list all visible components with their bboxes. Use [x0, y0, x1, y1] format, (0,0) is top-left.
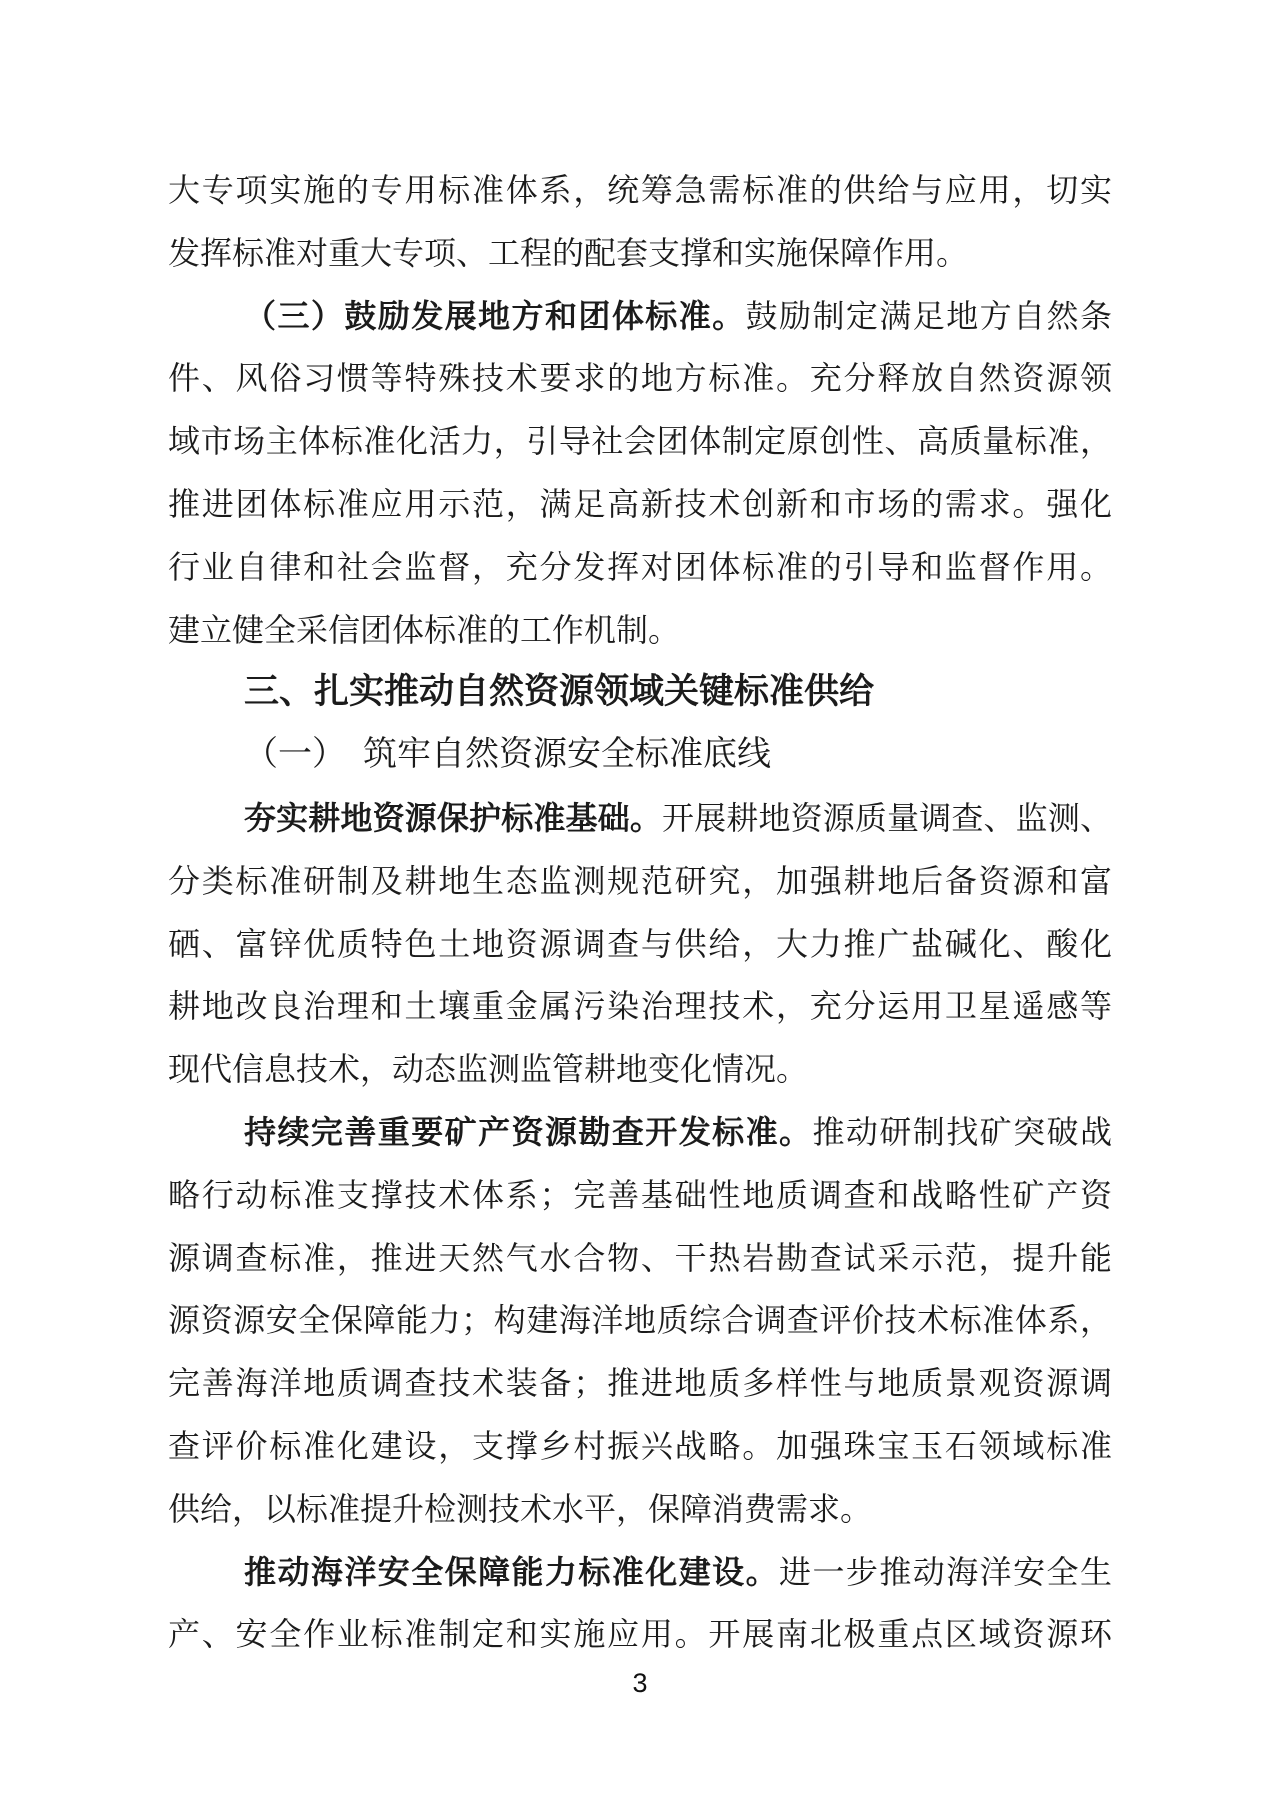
run-in-bold-heading: 推动海洋安全保障能力标准化建设。 [244, 1553, 780, 1590]
section-heading-level2 [168, 724, 1112, 787]
line-text: 分类标准研制及耕地生态监测规范研究，加强耕地后备资源和富 [168, 862, 1112, 899]
text-line [168, 913, 1112, 976]
text-line [168, 1227, 1112, 1290]
line-text: 查评价标准化建设，支撑乡村振兴战略。加强珠宝玉石领域标准 [168, 1427, 1112, 1464]
line-text: 产、安全作业标准制定和实施应用。开展南北极重点区域资源环 [168, 1616, 1112, 1653]
text-line [168, 1478, 1112, 1541]
line-text: 推动研制找矿突破战 [812, 1113, 1112, 1150]
text-line [168, 1603, 1112, 1666]
text-line [168, 1101, 1112, 1164]
document-body [168, 159, 1112, 1666]
text-line [168, 473, 1112, 536]
line-text: 发挥标准对重大专项、工程的配套支撑和实施保障作用。 [168, 234, 969, 271]
run-in-bold-heading: 夯实耕地资源保护标准基础。 [244, 799, 662, 836]
text-line [168, 1541, 1112, 1604]
line-text: 件、风俗习惯等特殊技术要求的地方标准。充分释放自然资源领 [168, 360, 1112, 397]
line-text: 现代信息技术，动态监测监管耕地变化情况。 [168, 1051, 809, 1088]
page-number: 3 [632, 1668, 648, 1698]
line-text: 略行动标准支撑技术体系；完善基础性地质调查和战略性矿产资 [168, 1176, 1112, 1213]
line-text: 源调查标准，推进天然气水合物、干热岩勘查试采示范，提升能 [168, 1239, 1112, 1276]
line-text: 耕地改良治理和土壤重金属污染治理技术，充分运用卫星遥感等 [168, 988, 1112, 1025]
text-line [168, 599, 1112, 662]
text-line [168, 1415, 1112, 1478]
line-text: 鼓励制定满足地方自然条 [745, 297, 1112, 334]
text-line [168, 222, 1112, 285]
text-line [168, 410, 1112, 473]
line-text: 完善海洋地质调查技术装备；推进地质多样性与地质景观资源调 [168, 1365, 1112, 1402]
text-line [168, 285, 1112, 348]
run-in-bold-heading: （三）鼓励发展地方和团体标准。 [244, 297, 746, 334]
heading-text: 三、扎实推动自然资源领域关键标准供给 [244, 672, 875, 712]
text-line [168, 1352, 1112, 1415]
line-text: 建立健全采信团体标准的工作机制。 [168, 611, 681, 648]
heading-text: （一） 筑牢自然资源安全标准底线 [244, 736, 771, 774]
line-text: 推进团体标准应用示范，满足高新技术创新和市场的需求。强化 [168, 485, 1112, 522]
line-text: 供给，以标准提升检测技术水平，保障消费需求。 [168, 1490, 873, 1527]
text-line [168, 1164, 1112, 1227]
text-line [168, 1289, 1112, 1352]
line-text: 进一步推动海洋安全生 [779, 1553, 1112, 1590]
line-text: 源资源安全保障能力；构建海洋地质综合调查评价技术标准体系， [168, 1302, 1112, 1339]
text-line [168, 347, 1112, 410]
line-text: 开展耕地资源质量调查、监测、 [662, 799, 1112, 836]
text-line [168, 1038, 1112, 1101]
text-line [168, 850, 1112, 913]
section-heading-level1 [168, 661, 1112, 724]
text-line [168, 159, 1112, 222]
line-text: 行业自律和社会监督，充分发挥对团体标准的引导和监督作用。 [168, 548, 1112, 585]
text-line [168, 975, 1112, 1038]
line-text: 大专项实施的专用标准体系，统筹急需标准的供给与应用，切实 [168, 172, 1112, 208]
line-text: 域市场主体标准化活力，引导社会团体制定原创性、高质量标准， [168, 423, 1112, 460]
line-text: 硒、富锌优质特色土地资源调查与供给，大力推广盐碱化、酸化 [168, 925, 1112, 962]
text-line [168, 536, 1112, 599]
run-in-bold-heading: 持续完善重要矿产资源勘查开发标准。 [244, 1113, 813, 1150]
text-line [168, 787, 1112, 850]
